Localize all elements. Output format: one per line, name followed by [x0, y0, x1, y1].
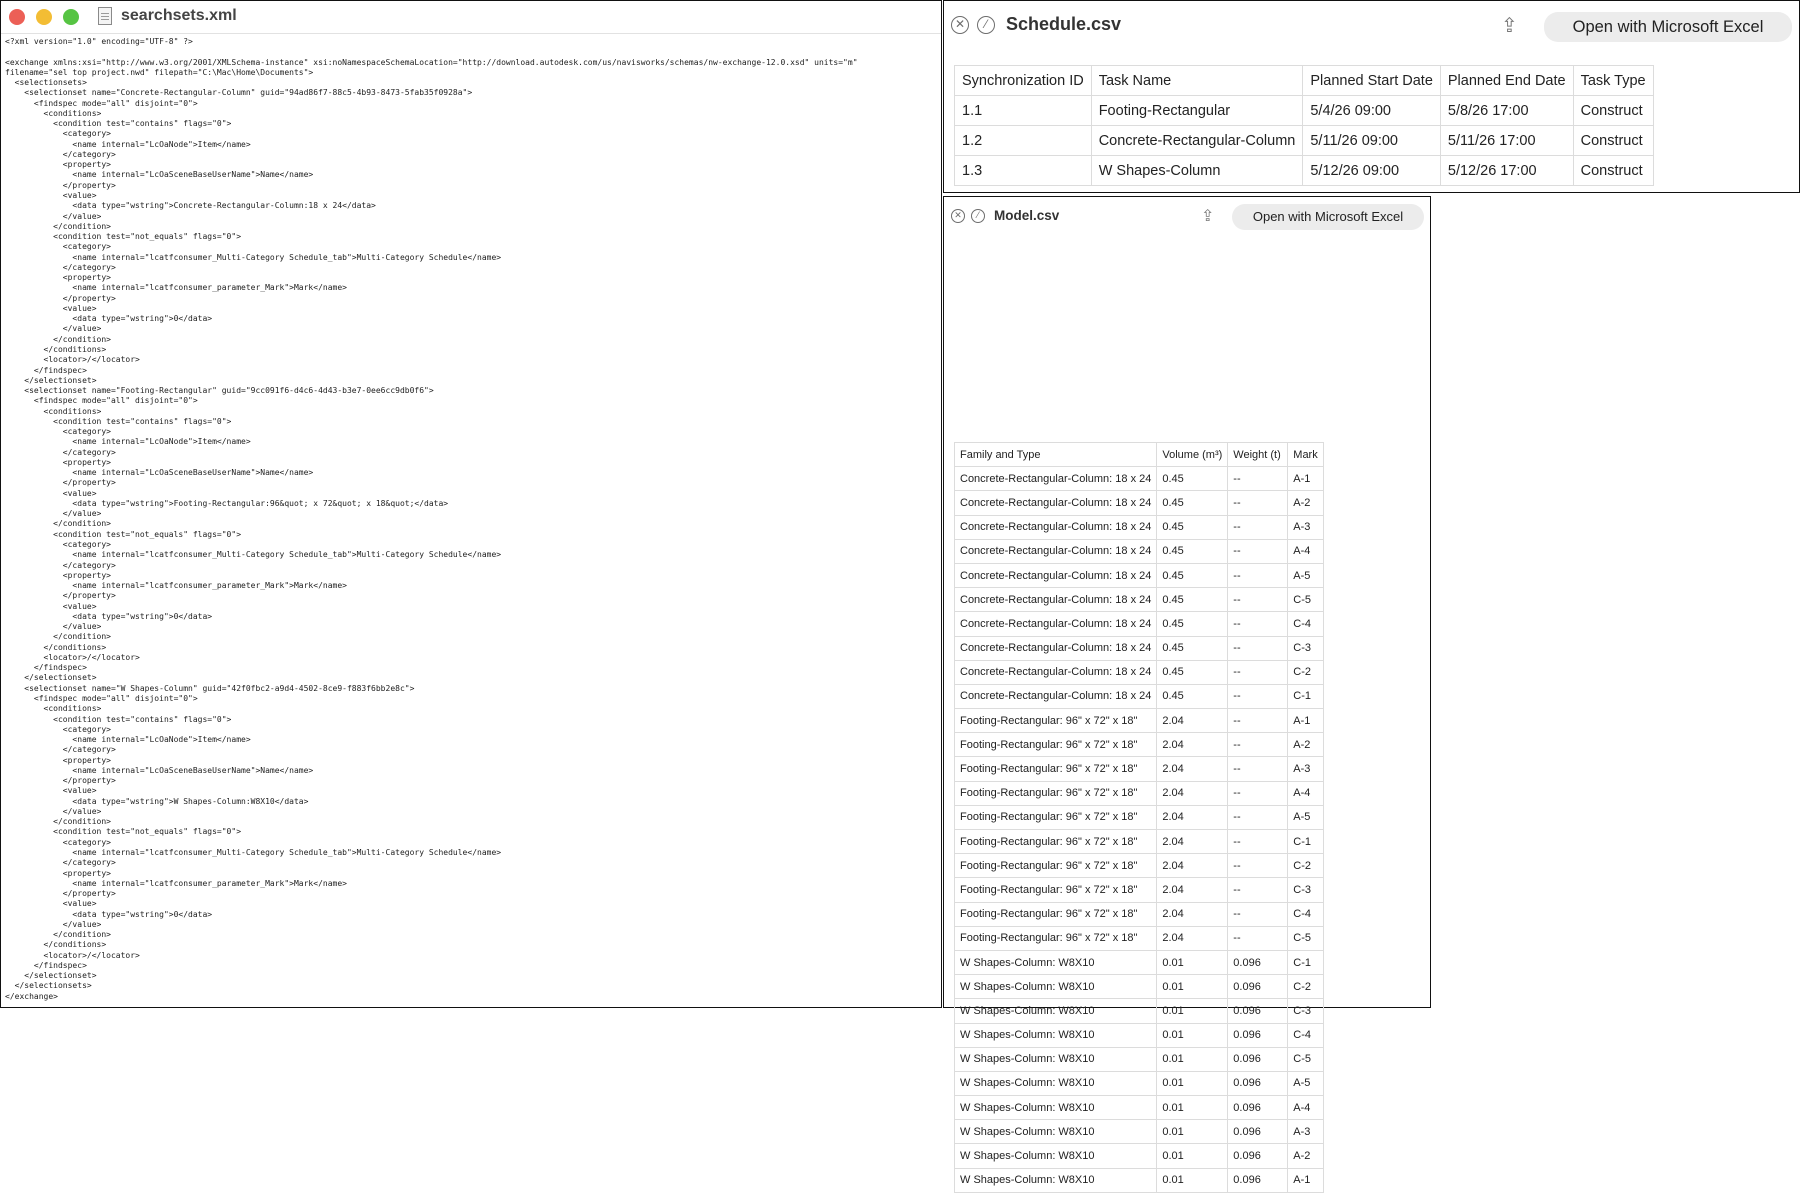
code-line: <value>	[5, 488, 97, 498]
code-line: <property>	[5, 755, 111, 765]
code-line: </category>	[5, 262, 116, 272]
table-cell: W Shapes-Column: W8X10	[955, 1168, 1157, 1192]
table-cell: 2.04	[1157, 733, 1228, 757]
table-cell: A-5	[1288, 805, 1323, 829]
code-line: </category>	[5, 858, 116, 868]
code-line: <category>	[5, 837, 111, 847]
table-cell: W Shapes-Column: W8X10	[955, 1096, 1157, 1120]
code-line: </property>	[5, 776, 116, 786]
table-cell: 2.04	[1157, 709, 1228, 733]
code-line: <name internal="lcatfconsumer_Multi-Category Schedule_tab">Multi-Category Schedule</name>	[5, 252, 502, 262]
code-line: <conditions>	[5, 704, 102, 714]
table-cell: 2.04	[1157, 926, 1228, 950]
table-cell: C-5	[1288, 588, 1323, 612]
code-line: <selectionset name="Footing-Rectangular" guid="9cc091f6-d4c6-4d43-b3e7-0ee6cc9db0f6">	[5, 386, 434, 396]
code-line: </value>	[5, 622, 102, 632]
table-row	[955, 660, 1324, 684]
code-line: <selectionset name="W Shapes-Column" guid="42f0fbc2-a9d4-4502-8ce9-f883f6bb2e8c">	[5, 683, 415, 693]
table-cell: --	[1228, 636, 1288, 660]
table-row	[955, 878, 1324, 902]
code-line: <condition test="contains" flags="0">	[5, 714, 232, 724]
table-cell: A-4	[1288, 539, 1323, 563]
code-line: </category>	[5, 560, 116, 570]
table-cell: C-3	[1288, 878, 1323, 902]
table-row	[955, 781, 1324, 805]
table-cell: --	[1228, 878, 1288, 902]
code-line: </condition>	[5, 930, 111, 940]
table-cell: --	[1228, 781, 1288, 805]
code-line: </findspec>	[5, 960, 87, 970]
table-cell: A-5	[1288, 563, 1323, 587]
table-cell: 0.45	[1157, 467, 1228, 491]
model-title: Model.csv	[994, 208, 1060, 223]
table-cell: W Shapes-Column: W8X10	[955, 975, 1157, 999]
table-row	[955, 156, 1654, 186]
table-row	[955, 515, 1324, 539]
table-cell: 2.04	[1157, 781, 1228, 805]
table-cell: 0.096	[1228, 1047, 1288, 1071]
table-cell: 2.04	[1157, 854, 1228, 878]
code-line: <condition test="not_equals" flags="0">	[5, 529, 242, 539]
table-cell: --	[1228, 709, 1288, 733]
maximize-window-button[interactable]	[63, 9, 79, 25]
code-line: <property>	[5, 570, 111, 580]
column-header: Task Name	[1091, 66, 1303, 96]
table-cell: Footing-Rectangular: 96" x 72" x 18"	[955, 878, 1157, 902]
table-cell: A-2	[1288, 491, 1323, 515]
table-cell: C-1	[1288, 950, 1323, 974]
code-line: </condition>	[5, 221, 111, 231]
table-cell: C-4	[1288, 902, 1323, 926]
table-cell: 0.01	[1157, 1023, 1228, 1047]
code-line: <findspec mode="all" disjoint="0">	[5, 98, 198, 108]
code-line: <value>	[5, 303, 97, 313]
share-icon[interactable]: ⇪	[1501, 15, 1518, 37]
table-row	[955, 1144, 1324, 1168]
code-line: <name internal="lcatfconsumer_parameter_Mark">Mark</name>	[5, 581, 347, 591]
table-row	[955, 709, 1324, 733]
table-cell: C-1	[1288, 830, 1323, 854]
table-cell: Concrete-Rectangular-Column	[1091, 126, 1303, 156]
table-cell: Concrete-Rectangular-Column: 18 x 24	[955, 684, 1157, 708]
document-icon	[98, 7, 112, 25]
table-cell: --	[1228, 467, 1288, 491]
table-cell: C-3	[1288, 999, 1323, 1023]
table-cell: --	[1228, 926, 1288, 950]
code-line: <category>	[5, 427, 111, 437]
table-row	[955, 126, 1654, 156]
table-row	[955, 733, 1324, 757]
table-row	[955, 757, 1324, 781]
code-line: </property>	[5, 591, 116, 601]
code-line: </selectionsets>	[5, 981, 92, 991]
code-line: filename="sel top project.nwd" filepath="C:\Mac\Home\Documents">	[5, 67, 314, 77]
table-cell: Footing-Rectangular: 96" x 72" x 18"	[955, 805, 1157, 829]
table-cell: A-4	[1288, 1096, 1323, 1120]
table-cell: 0.01	[1157, 1120, 1228, 1144]
table-cell: A-4	[1288, 781, 1323, 805]
code-line: <condition test="contains" flags="0">	[5, 119, 232, 129]
table-cell: W Shapes-Column: W8X10	[955, 1023, 1157, 1047]
table-cell: C-2	[1288, 660, 1323, 684]
table-cell: 0.096	[1228, 950, 1288, 974]
table-cell: Concrete-Rectangular-Column: 18 x 24	[955, 515, 1157, 539]
code-line: <data type="wstring">Concrete-Rectangular-Column:18 x 24</data>	[5, 201, 376, 211]
table-row	[955, 926, 1324, 950]
code-line: <value>	[5, 786, 97, 796]
table-cell: 0.01	[1157, 950, 1228, 974]
table-cell: --	[1228, 757, 1288, 781]
column-header: Mark	[1288, 443, 1323, 467]
code-line: <condition test="not_equals" flags="0">	[5, 827, 242, 837]
code-line: <name internal="lcatfconsumer_Multi-Category Schedule_tab">Multi-Category Schedule</name>	[5, 847, 502, 857]
table-cell: 0.45	[1157, 491, 1228, 515]
code-line: <data type="wstring">0</data>	[5, 314, 213, 324]
table-cell: 0.01	[1157, 1144, 1228, 1168]
table-cell: W Shapes-Column: W8X10	[955, 950, 1157, 974]
code-line: <?xml version="1.0" encoding="UTF-8" ?>	[5, 37, 193, 46]
table-cell: 0.096	[1228, 1168, 1288, 1192]
code-line: </selectionset>	[5, 971, 97, 981]
xml-code-editor[interactable]	[5, 37, 937, 1002]
table-cell: --	[1228, 684, 1288, 708]
table-cell: 0.45	[1157, 563, 1228, 587]
column-header: Family and Type	[955, 443, 1157, 467]
table-cell: --	[1228, 805, 1288, 829]
code-line: <locator>/</locator>	[5, 355, 140, 365]
table-cell: W Shapes-Column: W8X10	[955, 1120, 1157, 1144]
table-cell: Footing-Rectangular: 96" x 72" x 18"	[955, 757, 1157, 781]
table-row	[955, 1096, 1324, 1120]
table-cell: W Shapes-Column	[1091, 156, 1303, 186]
code-line: </value>	[5, 806, 102, 816]
code-line: </condition>	[5, 519, 111, 529]
table-cell: Concrete-Rectangular-Column: 18 x 24	[955, 612, 1157, 636]
table-cell: A-2	[1288, 733, 1323, 757]
table-row	[955, 467, 1324, 491]
table-row	[955, 1120, 1324, 1144]
code-line: <condition test="contains" flags="0">	[5, 416, 232, 426]
code-line: <data type="wstring">0</data>	[5, 611, 213, 621]
table-cell: Concrete-Rectangular-Column: 18 x 24	[955, 636, 1157, 660]
table-cell: 0.01	[1157, 1047, 1228, 1071]
table-row	[955, 684, 1324, 708]
table-row	[955, 612, 1324, 636]
table-cell: --	[1228, 588, 1288, 612]
model-header	[944, 197, 1430, 237]
xml-editor-window	[0, 0, 942, 1008]
table-cell: 2.04	[1157, 830, 1228, 854]
table-cell: --	[1228, 563, 1288, 587]
column-header: Planned End Date	[1440, 66, 1573, 96]
code-line: <data type="wstring">W Shapes-Column:W8X10</data>	[5, 796, 309, 806]
code-line: <category>	[5, 129, 111, 139]
table-row	[955, 1047, 1324, 1071]
table-cell: C-4	[1288, 1023, 1323, 1047]
code-line: <conditions>	[5, 108, 102, 118]
table-cell: --	[1228, 854, 1288, 878]
table-cell: W Shapes-Column: W8X10	[955, 999, 1157, 1023]
code-line: <name internal="LcOaSceneBaseUserName">Name</name>	[5, 765, 314, 775]
code-line: <name internal="LcOaSceneBaseUserName">Name</name>	[5, 170, 314, 180]
table-cell: 0.01	[1157, 975, 1228, 999]
table-cell: --	[1228, 515, 1288, 539]
table-cell: 0.01	[1157, 1168, 1228, 1192]
table-cell: A-2	[1288, 1144, 1323, 1168]
table-cell: --	[1228, 660, 1288, 684]
table-row	[955, 636, 1324, 660]
window-title: searchsets.xml	[121, 7, 237, 24]
table-cell: 5/12/26 09:00	[1303, 156, 1441, 186]
table-cell: Concrete-Rectangular-Column: 18 x 24	[955, 588, 1157, 612]
table-row	[955, 588, 1324, 612]
table-cell: 0.096	[1228, 975, 1288, 999]
minimize-window-button[interactable]	[36, 9, 52, 25]
table-row	[955, 491, 1324, 515]
table-cell: Footing-Rectangular: 96" x 72" x 18"	[955, 709, 1157, 733]
code-line: <value>	[5, 190, 97, 200]
table-cell: 0.45	[1157, 612, 1228, 636]
table-cell: Concrete-Rectangular-Column: 18 x 24	[955, 491, 1157, 515]
table-row	[955, 1023, 1324, 1047]
table-cell: --	[1228, 830, 1288, 854]
code-line: <property>	[5, 273, 111, 283]
table-cell: Footing-Rectangular: 96" x 72" x 18"	[955, 781, 1157, 805]
table-cell: Footing-Rectangular: 96" x 72" x 18"	[955, 830, 1157, 854]
code-line: <selectionset name="Concrete-Rectangular-Column" guid="94ad86f7-88c5-4b93-8473-5fab35f0928a">	[5, 88, 473, 98]
code-line: </category>	[5, 149, 116, 159]
schedule-header	[944, 1, 1799, 49]
code-line: </condition>	[5, 334, 111, 344]
code-line: <locator>/</locator>	[5, 652, 140, 662]
table-cell: 0.45	[1157, 588, 1228, 612]
table-cell: 2.04	[1157, 878, 1228, 902]
code-line: <property>	[5, 160, 111, 170]
zoom-icon[interactable]: ⁄	[977, 16, 995, 34]
schedule-quicklook-window	[943, 0, 1800, 193]
table-body	[955, 96, 1654, 186]
table-cell: C-4	[1288, 612, 1323, 636]
code-line: </findspec>	[5, 663, 87, 673]
table-cell: C-5	[1288, 926, 1323, 950]
column-header: Planned Start Date	[1303, 66, 1441, 96]
code-line: <name internal="LcOaNode">Item</name>	[5, 437, 251, 447]
table-cell: 0.45	[1157, 515, 1228, 539]
code-line: <condition test="not_equals" flags="0">	[5, 232, 242, 242]
table-row	[955, 975, 1324, 999]
table-row	[955, 902, 1324, 926]
code-line: <exchange xmlns:xsi="http://www.w3.org/2001/XMLSchema-instance" xsi:noNamespaceSchemaLocation="http://download.autodesk.com/us/navisworks/schemas/nw-exchange-12.0.xsd" units="m"	[5, 57, 858, 67]
table-cell: Concrete-Rectangular-Column: 18 x 24	[955, 539, 1157, 563]
code-line: </exchange>	[5, 991, 58, 1001]
code-line: <category>	[5, 540, 111, 550]
table-cell: 0.096	[1228, 1144, 1288, 1168]
code-line: </property>	[5, 293, 116, 303]
table-cell: A-3	[1288, 1120, 1323, 1144]
table-cell: Footing-Rectangular: 96" x 72" x 18"	[955, 926, 1157, 950]
table-cell: 0.096	[1228, 1120, 1288, 1144]
table-cell: 5/8/26 17:00	[1440, 96, 1573, 126]
code-line: <locator>/</locator>	[5, 950, 140, 960]
code-line: <name internal="lcatfconsumer_Multi-Category Schedule_tab">Multi-Category Schedule</name>	[5, 550, 502, 560]
table-cell: --	[1228, 612, 1288, 636]
table-cell: Footing-Rectangular: 96" x 72" x 18"	[955, 733, 1157, 757]
code-line: <findspec mode="all" disjoint="0">	[5, 694, 198, 703]
table-cell: Concrete-Rectangular-Column: 18 x 24	[955, 467, 1157, 491]
table-cell: 0.01	[1157, 1096, 1228, 1120]
table-cell: C-2	[1288, 975, 1323, 999]
column-header: Task Type	[1573, 66, 1653, 96]
code-line: <name internal="lcatfconsumer_parameter_Mark">Mark</name>	[5, 283, 347, 293]
table-cell: A-3	[1288, 515, 1323, 539]
table-cell: 2.04	[1157, 805, 1228, 829]
table-cell: 1.3	[955, 156, 1092, 186]
table-cell: 5/11/26 17:00	[1440, 126, 1573, 156]
table-cell: 0.45	[1157, 636, 1228, 660]
code-line: </category>	[5, 447, 116, 457]
table-row	[955, 1168, 1324, 1192]
table-header-row	[955, 443, 1324, 467]
table-cell: W Shapes-Column: W8X10	[955, 1071, 1157, 1095]
code-line: </property>	[5, 889, 116, 899]
close-circle-icon[interactable]: ✕	[951, 209, 965, 223]
table-row	[955, 563, 1324, 587]
table-cell: A-1	[1288, 1168, 1323, 1192]
table-row	[955, 805, 1324, 829]
column-header: Volume (m³)	[1157, 443, 1228, 467]
table-cell: --	[1228, 539, 1288, 563]
table-cell: C-1	[1288, 684, 1323, 708]
code-line: </selectionset>	[5, 375, 97, 385]
schedule-title: Schedule.csv	[1006, 14, 1122, 34]
code-line: <property>	[5, 457, 111, 467]
code-line: </conditions>	[5, 940, 107, 950]
table-cell: Footing-Rectangular: 96" x 72" x 18"	[955, 902, 1157, 926]
table-cell: 0.01	[1157, 999, 1228, 1023]
table-row	[955, 950, 1324, 974]
code-line: <data type="wstring">Footing-Rectangular:96&quot; x 72&quot; x 18&quot;</data>	[5, 498, 449, 508]
code-line: <value>	[5, 899, 97, 909]
code-line	[5, 47, 937, 57]
code-line: </condition>	[5, 817, 111, 827]
code-line: <name internal="LcOaSceneBaseUserName">Name</name>	[5, 468, 314, 478]
schedule-table	[954, 65, 1654, 186]
table-cell: A-1	[1288, 709, 1323, 733]
model-quicklook-window	[943, 196, 1431, 1187]
code-line: </value>	[5, 509, 102, 519]
code-line: </conditions>	[5, 344, 107, 354]
code-line: <category>	[5, 242, 111, 252]
open-with-excel-button[interactable]: Open with Microsoft Excel	[1232, 204, 1424, 230]
open-with-excel-button[interactable]: Open with Microsoft Excel	[1544, 12, 1792, 42]
table-cell: 5/11/26 09:00	[1303, 126, 1441, 156]
code-line: <name internal="LcOaNode">Item</name>	[5, 735, 251, 745]
table-cell: 0.096	[1228, 1071, 1288, 1095]
table-cell: W Shapes-Column: W8X10	[955, 1144, 1157, 1168]
table-cell: 2.04	[1157, 757, 1228, 781]
code-line: <data type="wstring">0</data>	[5, 909, 213, 919]
table-cell: A-1	[1288, 467, 1323, 491]
table-cell: A-3	[1288, 757, 1323, 781]
table-cell: Footing-Rectangular	[1091, 96, 1303, 126]
table-cell: --	[1228, 902, 1288, 926]
code-line: <value>	[5, 601, 97, 611]
code-line: <property>	[5, 868, 111, 878]
code-line: </value>	[5, 211, 102, 221]
table-cell: --	[1228, 733, 1288, 757]
xml-titlebar	[1, 1, 941, 34]
table-cell: 2.04	[1157, 902, 1228, 926]
table-cell: 0.45	[1157, 684, 1228, 708]
code-line: <name internal="lcatfconsumer_parameter_Mark">Mark</name>	[5, 878, 347, 888]
table-row	[955, 539, 1324, 563]
table-cell: Construct	[1573, 156, 1653, 186]
zoom-icon[interactable]: ⁄	[971, 209, 985, 223]
code-line: </conditions>	[5, 642, 107, 652]
code-line: </category>	[5, 745, 116, 755]
table-cell: C-3	[1288, 636, 1323, 660]
table-cell: Concrete-Rectangular-Column: 18 x 24	[955, 660, 1157, 684]
table-cell: 0.45	[1157, 539, 1228, 563]
table-cell: 1.1	[955, 96, 1092, 126]
code-line: </findspec>	[5, 365, 87, 375]
code-line: <name internal="LcOaNode">Item</name>	[5, 139, 251, 149]
column-header: Weight (t)	[1228, 443, 1288, 467]
code-line: </value>	[5, 919, 102, 929]
table-cell: Construct	[1573, 96, 1653, 126]
close-circle-icon[interactable]: ✕	[951, 16, 969, 34]
code-line: </selectionset>	[5, 673, 97, 683]
table-cell: 5/4/26 09:00	[1303, 96, 1441, 126]
close-window-button[interactable]	[9, 9, 25, 25]
table-cell: A-5	[1288, 1071, 1323, 1095]
share-icon[interactable]: ⇪	[1201, 208, 1215, 225]
table-cell: 0.01	[1157, 1071, 1228, 1095]
table-row	[955, 830, 1324, 854]
table-cell: 1.2	[955, 126, 1092, 156]
table-cell: 0.096	[1228, 999, 1288, 1023]
model-table	[954, 442, 1324, 1193]
code-line: <conditions>	[5, 406, 102, 416]
table-cell: C-2	[1288, 854, 1323, 878]
table-cell: Concrete-Rectangular-Column: 18 x 24	[955, 563, 1157, 587]
table-body	[955, 467, 1324, 1193]
code-line: </value>	[5, 324, 102, 334]
table-cell: 0.096	[1228, 1096, 1288, 1120]
code-line: <findspec mode="all" disjoint="0">	[5, 396, 198, 406]
table-cell: 0.096	[1228, 1023, 1288, 1047]
table-row	[955, 1071, 1324, 1095]
table-cell: W Shapes-Column: W8X10	[955, 1047, 1157, 1071]
table-header-row	[955, 66, 1654, 96]
table-cell: Footing-Rectangular: 96" x 72" x 18"	[955, 854, 1157, 878]
column-header: Synchronization ID	[955, 66, 1092, 96]
table-cell: 5/12/26 17:00	[1440, 156, 1573, 186]
table-row	[955, 854, 1324, 878]
code-line: </condition>	[5, 632, 111, 642]
table-row	[955, 96, 1654, 126]
code-line: <category>	[5, 724, 111, 734]
table-cell: 0.45	[1157, 660, 1228, 684]
table-row	[955, 999, 1324, 1023]
code-line: </property>	[5, 478, 116, 488]
table-cell: Construct	[1573, 126, 1653, 156]
code-line: <selectionsets>	[5, 78, 87, 88]
code-line: </property>	[5, 180, 116, 190]
table-cell: --	[1228, 491, 1288, 515]
table-cell: C-5	[1288, 1047, 1323, 1071]
